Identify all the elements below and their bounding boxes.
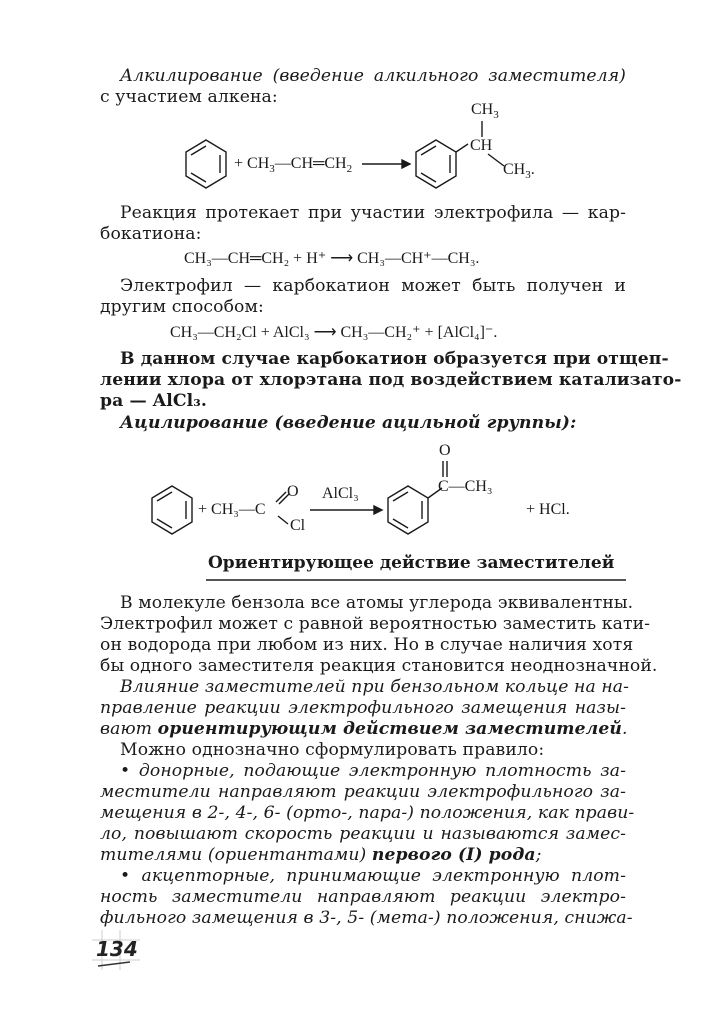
bond-cl: [278, 516, 290, 526]
reagent-chain: —CH═CH: [274, 155, 347, 172]
paragraph-line: Электрофил может с равной вероятностью заместить кати-: [100, 614, 651, 634]
paragraph-line: правление реакции электрофильного замещения назы-: [100, 698, 626, 718]
paragraph-line: он водорода при любом из них. Но в случае наличия хотя: [100, 635, 634, 655]
product-bottom-ch3: [503, 160, 535, 180]
carbocation-equation-2: CH₃—CH₂Cl + AlCl₃ ⟶ CH₃—CH₂⁺ + [AlCl₄]⁻.: [170, 324, 498, 341]
term-bold: первого (I) рода: [371, 845, 536, 865]
paragraph-line: В данном случае карбокатион образуется при отщеп-: [120, 349, 669, 369]
catalyst-label: AlCl₃: [322, 485, 359, 502]
carbocation-equation: CH₃—CH═CH₂ + H⁺ ⟶ CH₃—CH⁺—CH₃.: [184, 250, 480, 267]
reaction-arrow: [362, 158, 410, 170]
term-bold: ориентирующим действием заместителей: [157, 719, 622, 739]
page-number: 134: [96, 937, 138, 961]
bullet-line: фильного замещения в 3-, 5- (мета-) положения, снижа-: [100, 908, 633, 928]
sub: 2: [346, 163, 353, 176]
bullet-line: мещения в 2-, 4-, 6- (орто-, пара-) положения, как прави-: [100, 803, 635, 823]
heading-rule: [206, 579, 626, 581]
paragraph-line: [100, 719, 628, 739]
paragraph-line: Можно однозначно сформулировать правило:: [120, 740, 545, 760]
section-heading: Ориентирующее действие заместителей: [208, 553, 615, 573]
paragraph-line: другим способом:: [100, 297, 264, 317]
oxygen-label: O: [287, 483, 299, 500]
sub: 3: [269, 163, 275, 176]
paragraph-line: бы одного заместителя реакция становится неоднозначной.: [100, 656, 658, 676]
product-top-ch3: [471, 100, 499, 120]
bond-vertical: [480, 121, 484, 137]
carbonyl-group: C—CH₃: [438, 478, 493, 495]
plus-sign: +: [198, 501, 208, 518]
paragraph-line: Влияние заместителей при бензольном кольце на на-: [120, 677, 630, 697]
alkene-reagent: [234, 154, 352, 174]
acylation-title: Ацилирование (введение ацильной группы):: [120, 413, 577, 433]
product-ch: CH: [470, 137, 493, 154]
alkylation-subtitle: с участием алкена:: [100, 87, 278, 107]
bullet-line: • акцепторные, принимающие электронную плот-: [120, 866, 626, 886]
ch3-label: CH: [503, 161, 526, 178]
paragraph-line: ра — AlCl₃.: [100, 391, 207, 411]
text: вают: [100, 719, 158, 739]
hcl-byproduct: + HCl.: [526, 501, 570, 518]
reaction-arrow-2: [310, 504, 382, 516]
sub: 3: [525, 169, 531, 182]
plus-sign: +: [234, 155, 244, 172]
sub: 3: [493, 109, 499, 122]
bullet-line: местители направляют реакции электрофильного за-: [100, 782, 626, 802]
paragraph-line: бокатиона:: [100, 224, 202, 244]
benzene-ring-reactant: [182, 138, 230, 190]
text: .: [621, 719, 628, 739]
bullet-line: [100, 845, 606, 865]
text: ;: [535, 845, 542, 865]
bullet-line: ность заместители направляют реакции электро-: [100, 887, 626, 907]
text: тителями (ориентантами): [100, 845, 372, 865]
period: .: [530, 161, 535, 178]
paragraph-line: В молекуле бензола все атомы углерода эквивалентны.: [120, 593, 634, 613]
paragraph-line: Реакция протекает при участии электрофила — кар-: [120, 203, 626, 223]
benzene-ring-reactant-2: [148, 484, 196, 536]
paragraph-line: Электрофил — карбокатион может быть получен и: [120, 276, 626, 296]
carbonyl-oxygen: O: [439, 442, 451, 459]
alkylation-title: Алкилирование (введение алкильного заместителя): [120, 66, 626, 86]
bullet-line: • донорные, подающие электронную плотность за-: [120, 761, 626, 781]
acetyl-chloride: [198, 500, 266, 520]
carbonyl-double-bond: [441, 461, 449, 477]
bullet-line: ло, повышают скорость реакции и называются замес-: [100, 824, 626, 844]
ch3-label: CH: [471, 101, 494, 118]
acetyl-group: CH₃—C: [211, 501, 266, 518]
chlorine-label: Cl: [290, 517, 306, 534]
paragraph-line: лении хлора от хлорэтана под воздействием катализато-: [100, 370, 682, 390]
reagent-ch3: CH: [247, 155, 270, 172]
